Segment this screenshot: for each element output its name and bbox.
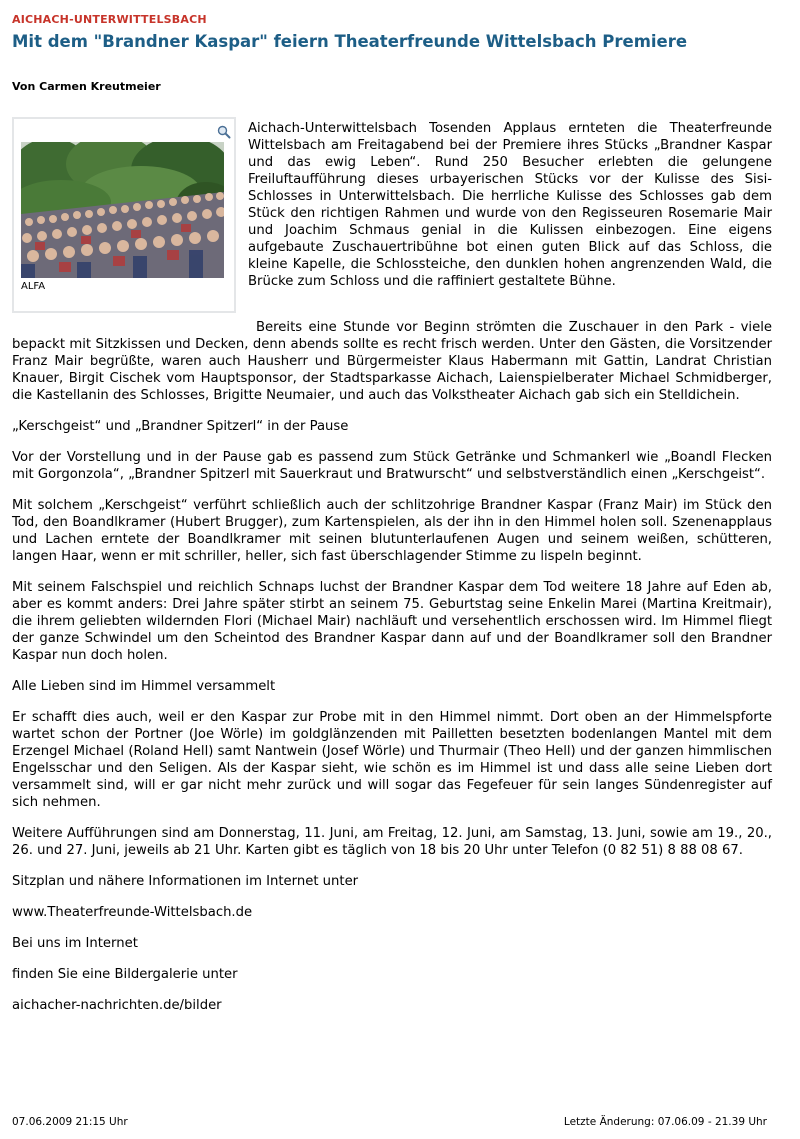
internet-note: Bei uns im Internet (12, 936, 138, 951)
paragraph-snacks: Vor der Vorstellung und in der Pause gab es passend zum Stück Getränke und Schmankerl wie „Boandl Flecken mit Gorgonzola“, „Brandner Spitzerl mit Sauerkraut und Bratwurscht“ und selbstverständlich einen „Kerschgeist“. (12, 450, 772, 482)
audience-photo[interactable] (21, 142, 224, 278)
last-modified-timestamp: Letzte Änderung: 07.06.09 - 21.39 Uhr (563, 1116, 767, 1128)
article-headline: Mit dem "Brandner Kaspar" feiern Theaterfreunde Wittelsbach Premiere (12, 32, 688, 51)
magnifier-icon[interactable] (217, 125, 231, 139)
gallery-link[interactable]: aichacher-nachrichten.de/bilder (12, 998, 222, 1013)
paragraph-plot: Mit solchem „Kerschgeist“ verführt schließlich auch der schlitzohrige Brandner Kaspar (Franz Mair) im Stück den Tod, den Boandlkramer (Hubert Brugger), zum Kartenspielen, als der ihn in den Himmel holen soll. Szenenapplaus und Lachen erntete der Boandlkramer mit seinen blutunterlaufenen Augen und seinem weißen, schütteren, langen Haar, wenn er mit schriller, heller, sich fast überschlagender Stimme zu lispeln beginnt. (12, 498, 772, 564)
location-kicker: AICHACH-UNTERWITTELSBACH (12, 13, 207, 26)
author-byline: Von Carmen Kreutmeier (12, 80, 161, 93)
published-timestamp: 07.06.2009 21:15 Uhr (12, 1116, 128, 1128)
paragraph-intro: Aichach-Unterwittelsbach Tosenden Applaus ernteten die Theaterfreunde Wittelsbach am Freitagabend bei der Premiere ihres Stücks „Brandner Kaspar und das ewig Leben“. Rund 250 Besucher erlebten die gelungene Freiluftaufführung dieses urbayerischen Stücks vor der Kulisse des Sisi-Schlosses in Unterwittelsbach. Die herrliche Kulisse des Schlosses gab dem Stück den richtigen Rahmen und wurde von den Regisseuren Rosemarie Mair und Joachim Schmaus genial in die Kulissen einbezogen. Eine eigens aufgebaute Zuschauertribühne bot einen guten Blick auf das Schloss, die kleine Kapelle, die Schlossteiche, den dunklen hohen angrenzenden Wald, die Brücke zum Schloss und die raffiniert gestaltete Bühne. (248, 121, 772, 289)
article-body (12, 120, 772, 1028)
gallery-note: finden Sie eine Bildergalerie unter (12, 967, 238, 982)
paragraph-guests: Bereits eine Stunde vor Beginn strömten die Zuschauer in den Park - viele bepackt mit Sitzkissen und Decken, denn abends sollte es recht frisch werden. Unter den Gästen, die Vorsitzender Franz Mair begrüßte, waren auch Hausherr und Bürgermeister Klaus Habermann mit Gattin, Landrat Christian Knauer, Birgit Cischek vom Hauptsponsor, der Stadtsparkasse Aichach, Laienspielberater Michael Schmidberger, die Kastellanin des Schlosses, Brigitte Neumaier, und auch das Volkstheater Aichach gab sich ein Stelldichein. (12, 320, 772, 403)
paragraph-heaven: Er schafft dies auch, weil er den Kaspar zur Probe mit in den Himmel nimmt. Dort oben an der Himmelspforte wartet schon der Portner (Joe Wörle) im goldglänzenden mit Pailletten besetzten bodenlangen Mantel mit dem Erzengel Michael (Roland Hell) samt Nantwein (Josef Wörle) und Thurmair (Theo Hell) und der ganzen himmlischen Engelsschar und den Seligen. Als der Kaspar sieht, wie schön es im Himmel ist und dass alle seine Lieben dort versammelt sind, will er gar nicht mehr zurück und will sogar das Fegefeuer für sein langes Sündenregister auf sich nehmen. (12, 710, 772, 810)
photo-box[interactable] (12, 117, 236, 313)
subheading-pause: „Kerschgeist“ und „Brandner Spitzerl“ in der Pause (12, 419, 349, 434)
paragraph-seating: Sitzplan und nähere Informationen im Internet unter (12, 874, 359, 889)
photo-caption: ALFA (21, 281, 46, 292)
subheading-heaven: Alle Lieben sind im Himmel versammelt (12, 679, 276, 694)
website-link[interactable]: www.Theaterfreunde-Wittelsbach.de (12, 905, 253, 920)
paragraph-performances: Weitere Aufführungen sind am Donnerstag, 11. Juni, am Freitag, 12. Juni, am Samstag, 13. Juni, sowie am 19., 20., 26. und 27. Juni, jeweils ab 21 Uhr. Karten gibt es täglich von 18 bis 20 Uhr unter Telefon (0 82 51) 8 88 08 67. (12, 826, 772, 858)
paragraph-story: Mit seinem Falschspiel und reichlich Schnaps luchst der Brandner Kaspar dem Tod weitere 18 Jahre auf Eden ab, aber es kommt anders: Drei Jahre später stirbt an seinem 75. Geburtstag seine Enkelin Marei (Martina Kreitmair), die ihrem geliebten wildernden Flori (Michael Mair) nachläuft und versehentlich erschossen wird. Im Himmel fliegt der ganze Schwindel um den Scheintod des Brandner Kaspar dann auf und der Boandlkramer soll den Brandner Kaspar nun doch holen. (12, 580, 772, 663)
